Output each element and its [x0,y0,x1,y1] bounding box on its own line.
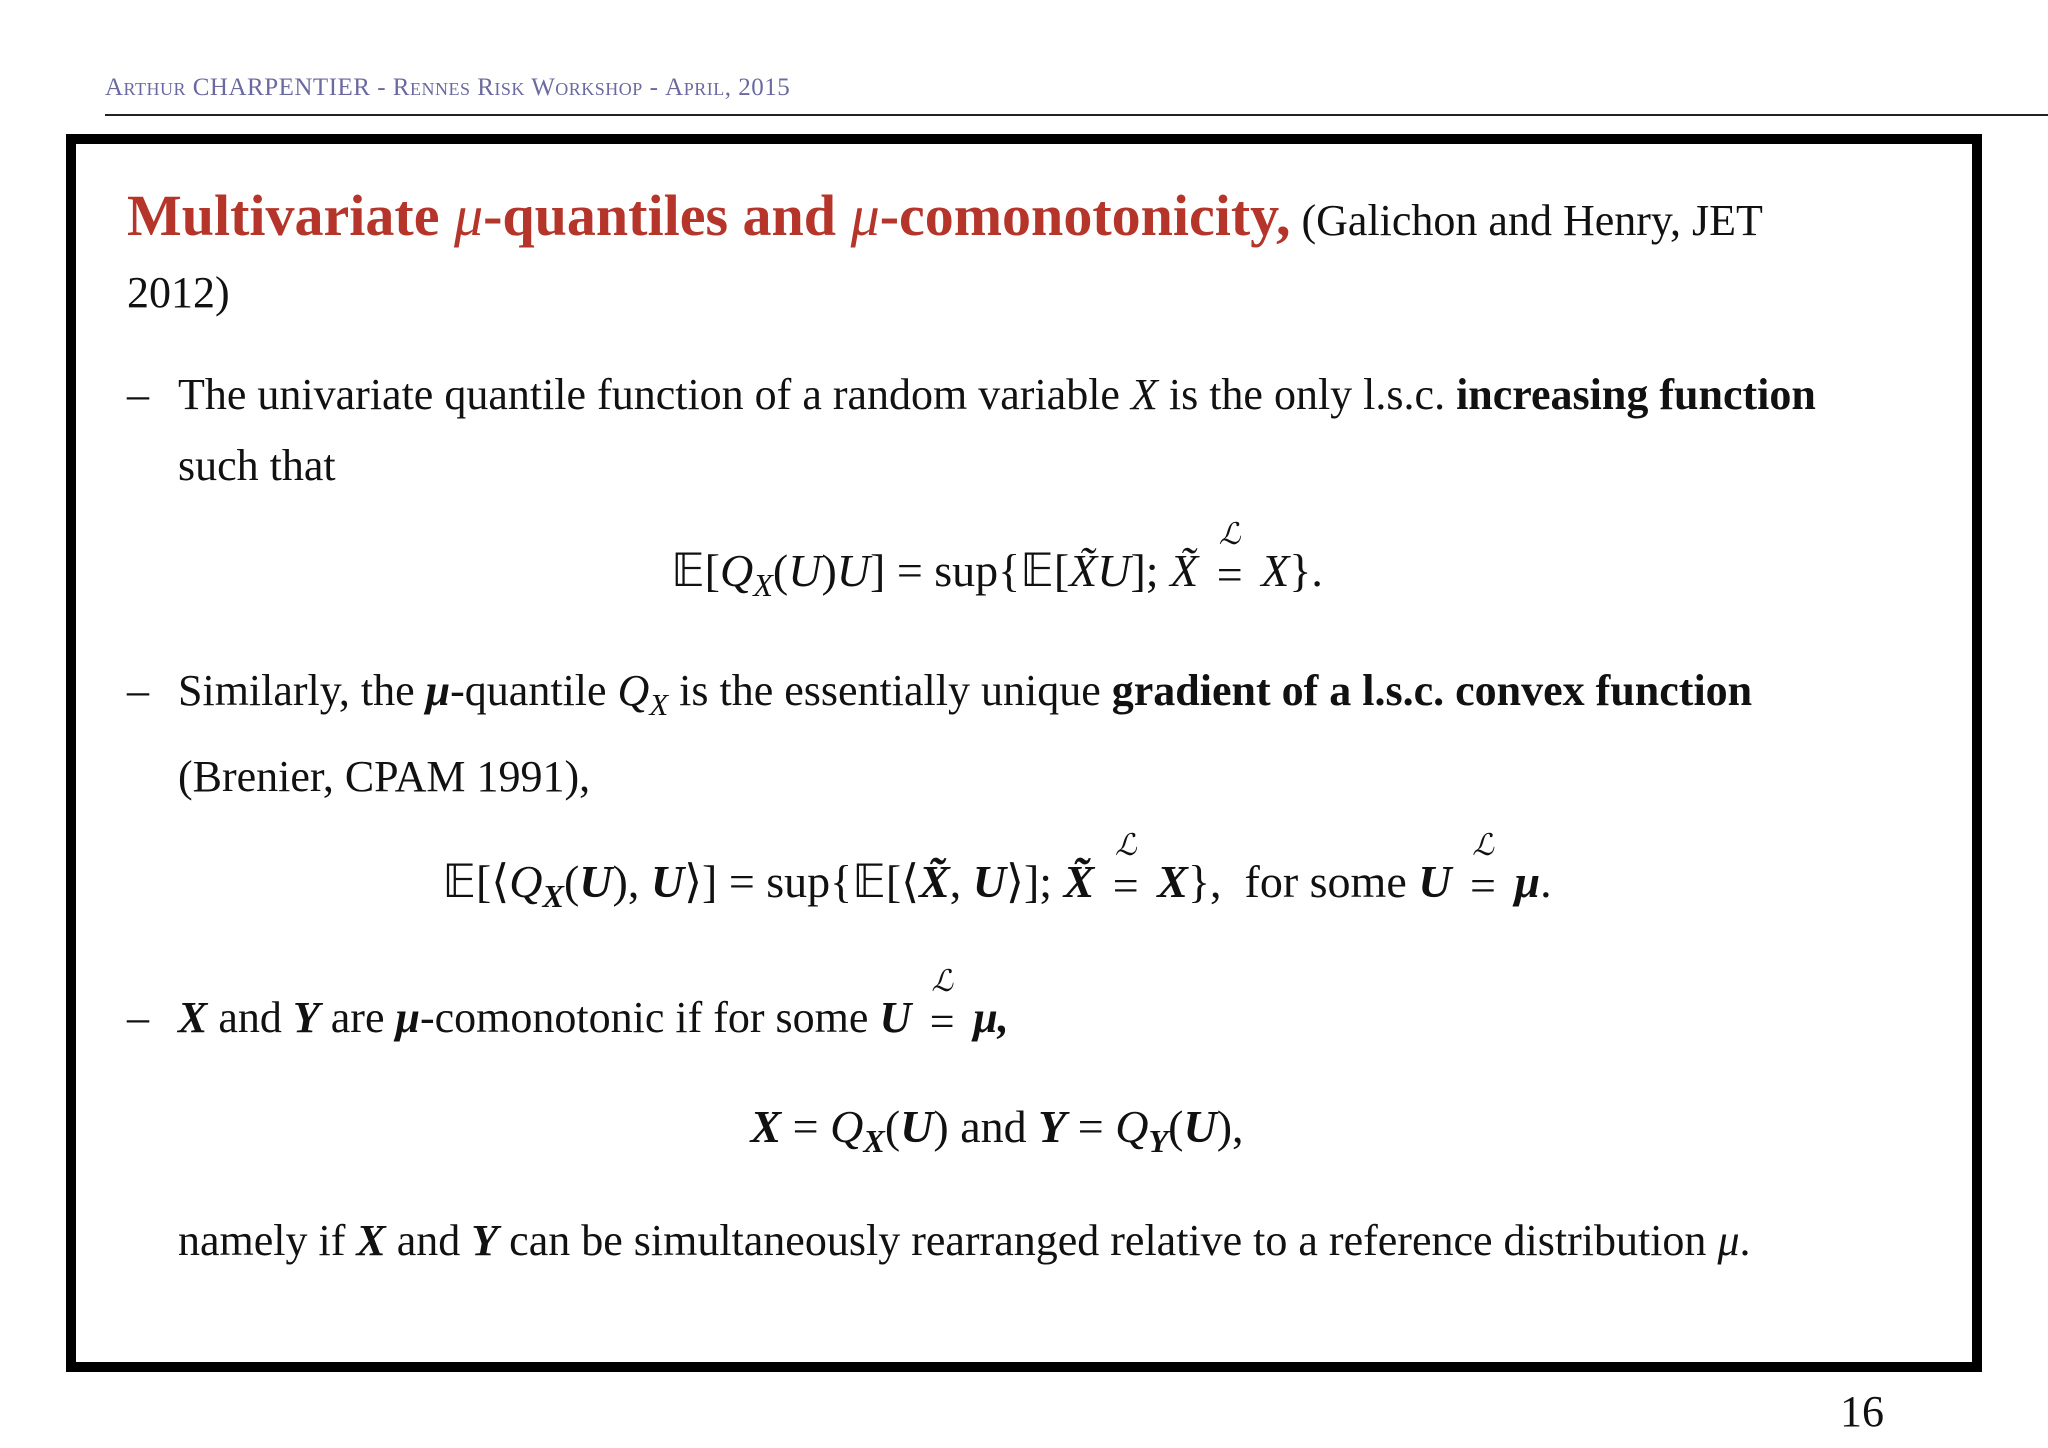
header-author-first: Arthur [105,74,186,101]
closing-paragraph: namely if X and Y can be simultaneously rearranged relative to a reference distribution μ. [178,1216,1751,1266]
header-divider [105,114,2048,116]
slide-header: Arthur CHARPENTIER - Rennes Risk Workshop - April, 2015 [105,74,791,101]
slide-title-line [127,180,1867,329]
slide-title: Multivariate μ-quantiles and μ-comonotonicity, [127,183,1291,248]
slide-content [127,180,1867,1276]
bullet-1: – The univariate quantile function of a random variable X is the only l.s.c. increasing function such that [127,370,1816,490]
header-event: Rennes Risk Workshop [392,74,643,101]
header-author-last: CHARPENTIER [192,74,371,101]
equation-1: $𝔼[Q_X(U)U]$ = sup{𝔼[X̃U]; X̃ ℒ = X}. [671,518,1323,604]
equation-3: $X = Q_X(U)$ and $Y = Q_Y(U)$, [750,1101,1244,1160]
page-number: 16 [1840,1387,1884,1436]
bullet-2: – Similarly, the μ-quantile $Q_X$ is the essentially unique gradient of a l.s.c. convex function (Brenier, CPAM 1991), [127,666,1753,801]
header-date: April, 2015 [665,74,791,101]
equation-2: $𝔼[⟨Q_X(U)$, U⟩] = sup{𝔼[⟨X̃, U⟩]; X̃ ℒ = X}, for some U ℒ = μ. [442,828,1552,915]
slide-citation: (Galichon and Henry, JET 2012) [127,196,1763,317]
bullet-3: – X and Y are μ-comonotonic if for some U ℒ = μ, [127,965,1009,1047]
